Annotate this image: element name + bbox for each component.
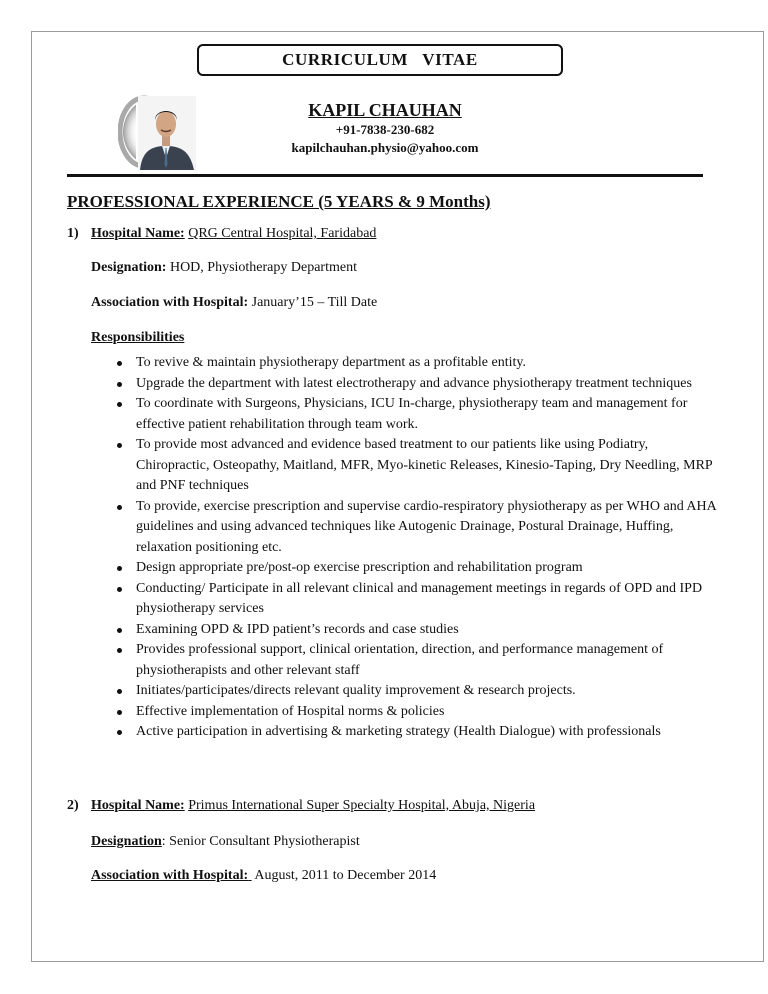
list-item: To revive & maintain physiotherapy department as a profitable entity. [117, 353, 717, 374]
list-item: Upgrade the department with latest electrotherapy and advance physiotherapy treatment techniques [117, 374, 717, 395]
header-divider [67, 174, 703, 177]
cv-title-box [197, 44, 563, 76]
responsibilities-list [117, 353, 717, 743]
association-label: Association with Hospital: [91, 868, 249, 883]
job-1-designation [91, 259, 357, 277]
hospital-label: Hospital Name: [91, 798, 185, 813]
section-title-experience: PROFESSIONAL EXPERIENCE (5 YEARS & 9 Months) [67, 192, 491, 211]
designation-label: Designation [91, 834, 162, 849]
responsibilities-heading: Responsibilities [91, 330, 185, 345]
list-item: To provide most advanced and evidence based treatment to our patients like using Podiatry, Chiropractic, Osteopathy, Maitland, MFR, Myo-kinetic Releases, Kinesio-Taping, Dry Needling, MRP and PNF techniques [117, 435, 717, 497]
hospital-value: QRG Central Hospital, Faridabad [188, 226, 377, 241]
association-label: Association with Hospital: [91, 295, 249, 310]
phone-number: +91-7838-230-682 [335, 122, 435, 137]
association-value: January’15 – Till Date [251, 295, 378, 310]
list-item: Initiates/participates/directs relevant quality improvement & research projects. [117, 681, 717, 702]
cv-title: CURRICULUM VITAE [282, 50, 478, 69]
job-1-association [91, 294, 377, 312]
profile-photo [118, 94, 196, 170]
designation-value: : Senior Consultant Physiotherapist [161, 834, 360, 849]
contact-header [260, 98, 510, 158]
designation-value: HOD, Physiotherapy Department [169, 260, 357, 275]
designation-label: Designation: [91, 260, 167, 275]
candidate-name: KAPIL CHAUHAN [308, 100, 462, 120]
list-item: Active participation in advertising & marketing strategy (Health Dialogue) with professionals [117, 722, 717, 743]
email-address: kapilchauhan.physio@yahoo.com [291, 140, 479, 155]
profile-photo-illustration [118, 94, 196, 170]
hospital-label: Hospital Name: [91, 226, 185, 241]
job-2-number: 2) [67, 798, 79, 813]
list-item: Design appropriate pre/post-op exercise prescription and rehabilitation program [117, 558, 717, 579]
list-item: Conducting/ Participate in all relevant clinical and management meetings in regards of OPD and IPD physiotherapy services [117, 579, 717, 620]
job-2-hospital [91, 797, 535, 815]
job-1-hospital [91, 225, 376, 243]
job-1-number: 1) [67, 226, 79, 241]
list-item: Examining OPD & IPD patient’s records and case studies [117, 620, 717, 641]
association-value: August, 2011 to December 2014 [251, 868, 437, 883]
list-item: Provides professional support, clinical orientation, direction, and performance management of physiotherapists and other relevant staff [117, 640, 717, 681]
job-2-association [91, 867, 436, 885]
list-item: To coordinate with Surgeons, Physicians, ICU In-charge, physiotherapy team and management for effective patient rehabilitation through team work. [117, 394, 717, 435]
job-2-designation [91, 833, 360, 851]
list-item: To provide, exercise prescription and supervise cardio-respiratory physiotherapy as per WHO and AHA guidelines and using advanced techniques like Autogenic Drainage, Postural Drainage, Huffing, relaxation positioning etc. [117, 497, 717, 559]
hospital-value: Primus International Super Specialty Hospital, Abuja, Nigeria [188, 798, 536, 813]
list-item: Effective implementation of Hospital norms & policies [117, 702, 717, 723]
